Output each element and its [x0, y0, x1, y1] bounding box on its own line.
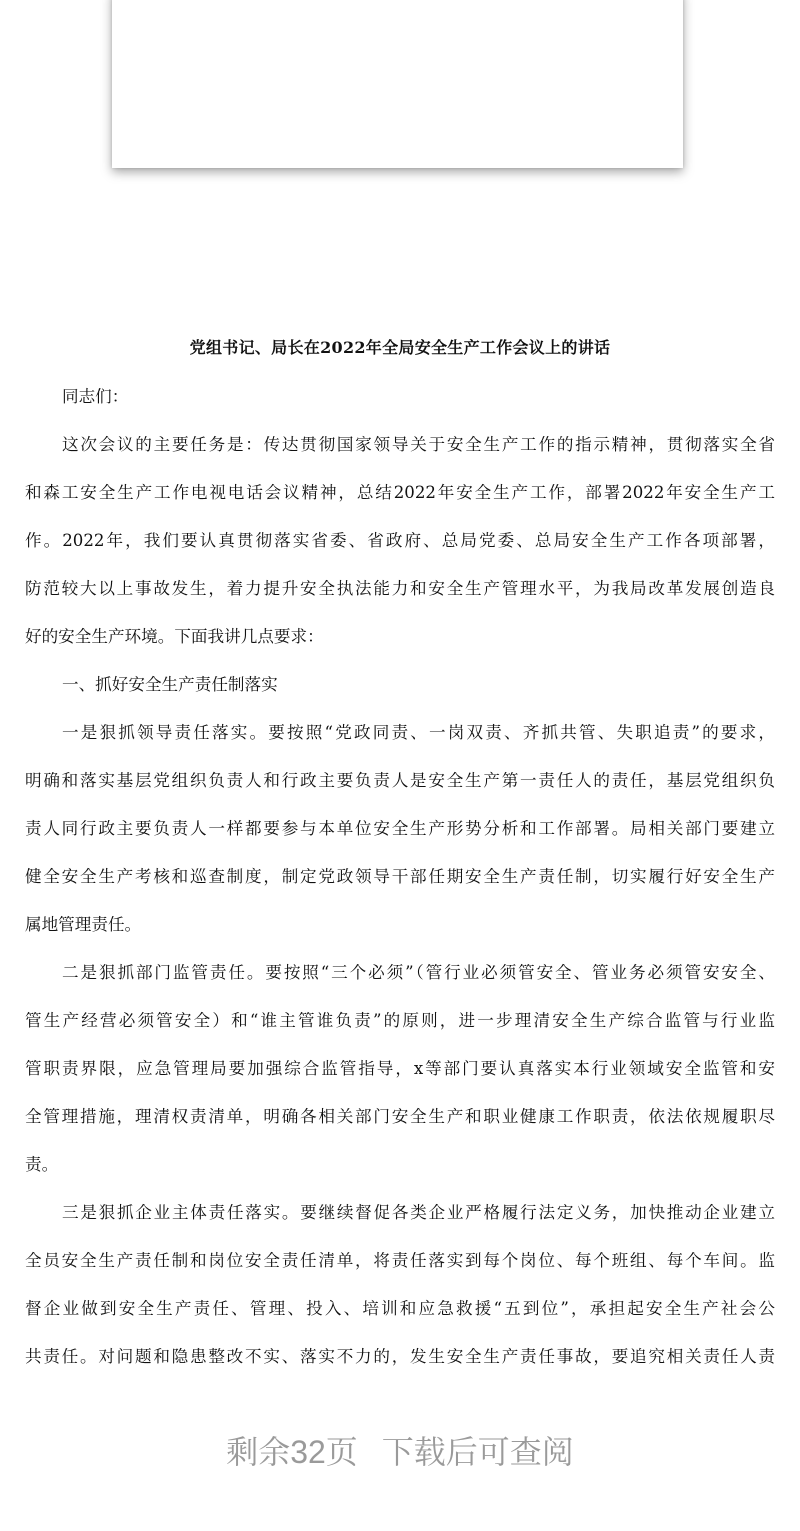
text-line: 作。2022年，我们要认真贯彻落实省委、省政府、总局党委、总局安全生产工作各项部署， — [25, 531, 775, 550]
text-line: 全管理措施，理清权责清单，明确各相关部门安全生产和职业健康工作职责，依法依规履职尽 — [25, 1107, 775, 1126]
text-line: 和森工安全生产工作电视电话会议精神，总结2022年安全生产工作，部署2022年安全生产工 — [25, 483, 775, 502]
text-line: 一、抓好安全生产责任制落实 — [62, 675, 278, 694]
text-line: 防范较大以上事故发生，着力提升安全执法能力和安全生产管理水平，为我局改革发展创造良 — [25, 579, 775, 598]
text-line: 管生产经营必须管安全）和“谁主管谁负责”的原则，进一步理清安全生产综合监管与行业监 — [25, 1011, 775, 1030]
text-line: 全员安全生产责任制和岗位安全责任清单，将责任落实到每个岗位、每个班组、每个车间。监 — [25, 1251, 775, 1270]
paragraph-lines — [25, 431, 775, 1391]
download-prompt[interactable] — [0, 1430, 800, 1474]
text-line: 责。 — [25, 1155, 59, 1174]
document-body — [25, 383, 775, 1391]
text-line: 这次会议的主要任务是：传达贯彻国家领导关于安全生产工作的指示精神，贯彻落实全省 — [62, 435, 775, 454]
document-title: 党组书记、局长在2022年全局安全生产工作会议上的讲话 — [189, 338, 611, 357]
remaining-pages-text: 剩余32页 — [226, 1434, 358, 1470]
greeting: 同志们： — [62, 387, 129, 406]
text-line: 二是狠抓部门监管责任。要按照“三个必须”（管行业必须管安全、管业务必须管安安全、 — [62, 963, 775, 982]
text-line: 属地管理责任。 — [25, 915, 142, 934]
text-line: 督企业做到安全生产责任、管理、投入、培训和应急救援“五到位”，承担起安全生产社会公 — [25, 1299, 775, 1318]
previous-page-card — [112, 0, 683, 168]
text-line: 明确和落实基层党组织负责人和行政主要负责人是安全生产第一责任人的责任，基层党组织负 — [25, 771, 775, 790]
text-line: 健全安全生产考核和巡查制度，制定党政领导干部任期安全生产责任制，切实履行好安全生产 — [25, 867, 775, 886]
text-line: 三是狠抓企业主体责任落实。要继续督促各类企业严格履行法定义务，加快推动企业建立 — [62, 1203, 775, 1222]
text-line: 管职责界限，应急管理局要加强综合监管指导，x等部门要认真落实本行业领域安全监管和安 — [25, 1059, 775, 1078]
text-line: 好的安全生产环境。下面我讲几点要求： — [25, 627, 324, 646]
text-line: 一是狠抓领导责任落实。要按照“党政同责、一岗双责、齐抓共管、失职追责”的要求， — [62, 723, 775, 742]
text-line: 责人同行政主要负责人一样都要参与本单位安全生产形势分析和工作部署。局相关部门要建立 — [25, 819, 775, 838]
download-hint-text: 下载后可查阅 — [381, 1434, 574, 1470]
text-line: 共责任。对问题和隐患整改不实、落实不力的，发生安全生产责任事故，要追究相关责任人责 — [25, 1347, 775, 1366]
